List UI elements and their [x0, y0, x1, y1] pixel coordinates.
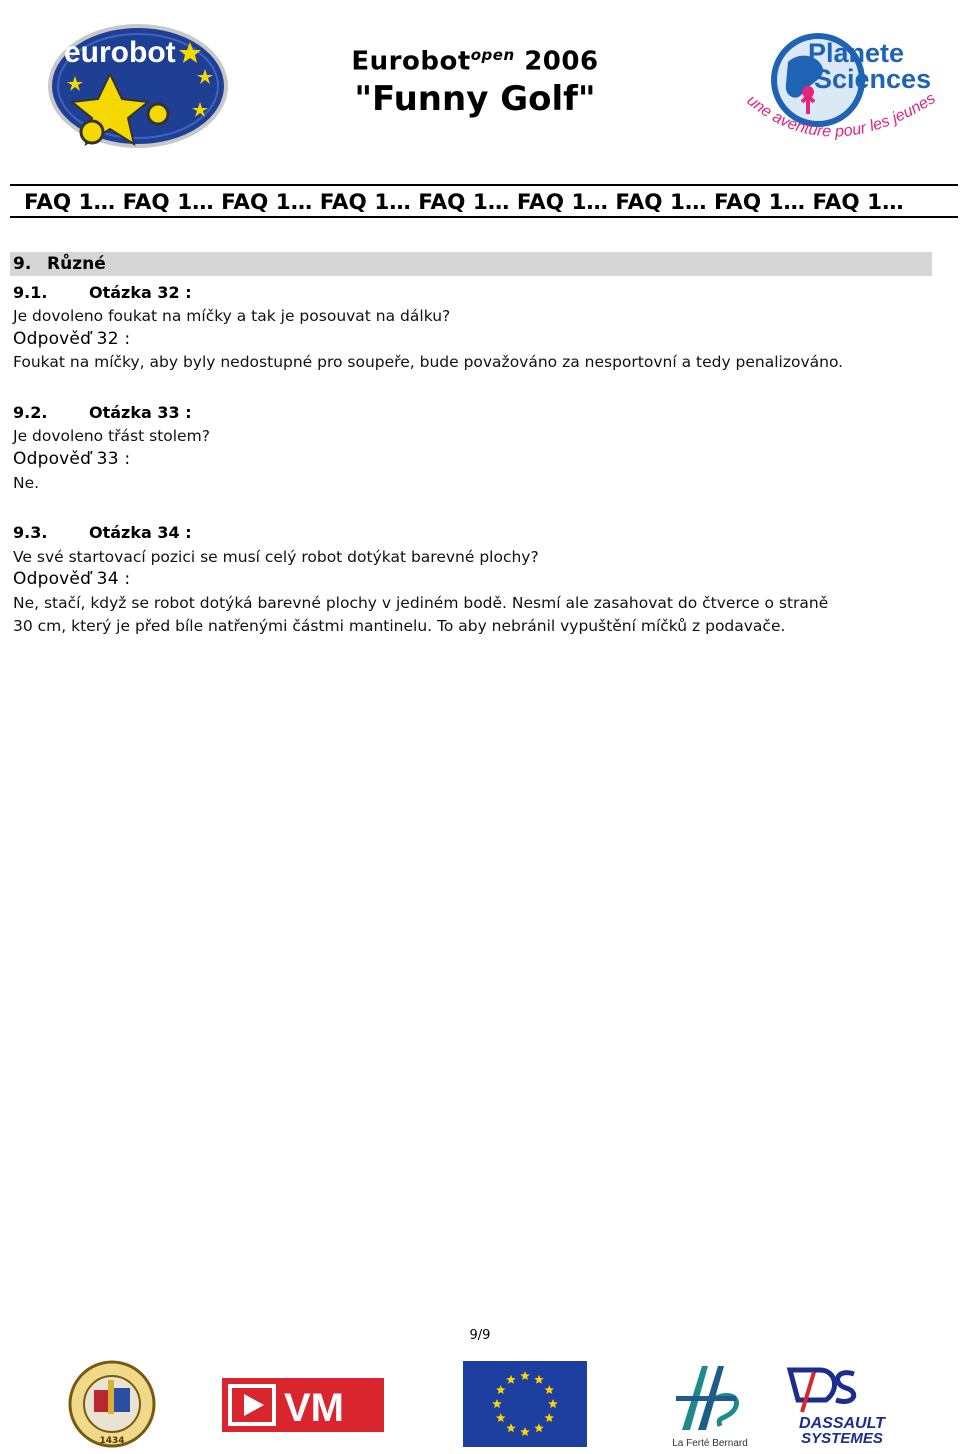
answer-text-line1: Ne, stačí, když se robot dotýká barevné plochy v jediném bodě. Nesmí ale zasahovat do čtverce o straně [13, 594, 829, 612]
question-number: 9.2. [13, 403, 48, 422]
answer-text-line2: 30 cm, který je před bíle natřenými částmi mantinelu. To aby nebránil vypuštění míčků z podavače. [13, 617, 786, 635]
question-label: Otázka 34 : [89, 523, 192, 542]
planete-logo-tagline: une aventure pour les jeunes [743, 90, 939, 141]
header-title-main: Eurobot [351, 46, 471, 77]
answer-label: Odpověď 32 : [13, 329, 131, 349]
question-heading [13, 523, 192, 542]
header-title-line1 [330, 46, 620, 77]
dassault-logo-line1: DASSAULT [799, 1415, 885, 1432]
eu-star [506, 1375, 516, 1384]
eu-star [496, 1385, 506, 1394]
answer-label: Odpověď 33 : [13, 449, 131, 469]
section-number: 9. [13, 254, 32, 274]
eu-star [545, 1385, 555, 1394]
university-seal-logo [66, 1360, 158, 1448]
question-heading [13, 403, 192, 422]
eu-star [496, 1413, 506, 1422]
answer-label: Odpověď 34 : [13, 569, 131, 589]
vm-logo [222, 1378, 384, 1432]
planete-logo-line1: Planete [808, 38, 905, 68]
answer-text: Foukat na míčky, aby byly nedostupné pro soupeře, bude považováno za nesportovní a tedy penalizováno. [13, 353, 844, 371]
header-title [330, 46, 620, 119]
eu-flag-logo [463, 1361, 587, 1447]
eu-star [545, 1413, 555, 1422]
eu-star [534, 1375, 544, 1384]
eurobot-logo-text: eurobot [64, 36, 176, 69]
header-title-sup: open [470, 46, 515, 64]
section-heading [10, 252, 932, 276]
eu-star [506, 1423, 516, 1432]
la-ferte-bernard-logo [668, 1360, 752, 1450]
answer-text: Ne. [13, 474, 40, 492]
question-text: Je dovoleno třást stolem? [13, 427, 210, 445]
question-number: 9.3. [13, 523, 48, 542]
planete-logo-line2: Sciences [814, 64, 932, 94]
dassault-logo-line2: SYSTEMES [801, 1430, 883, 1446]
header-title-year: 2006 [524, 46, 599, 77]
page-number: 9/9 [469, 1328, 491, 1343]
seal-year: 1434 [99, 1436, 125, 1446]
question-label: Otázka 33 : [89, 403, 192, 422]
eu-star [492, 1399, 502, 1408]
question-number: 9.1. [13, 283, 48, 302]
question-label: Otázka 32 : [89, 283, 192, 302]
question-text: Ve své startovací pozici se musí celý robot dotýkat barevné plochy? [13, 548, 539, 566]
vm-logo-text: VM [284, 1386, 344, 1430]
ferte-logo-text: La Ferté Bernard [672, 1438, 748, 1449]
question-text: Je dovoleno foukat na míčky a tak je posouvat na dálku? [13, 307, 451, 325]
section-title: Různé [47, 254, 106, 274]
eu-star [534, 1423, 544, 1432]
planete-sciences-logo [738, 22, 948, 152]
eurobot-logo [40, 14, 230, 154]
eu-star [548, 1399, 558, 1408]
question-heading [13, 283, 192, 302]
header-subtitle: "Funny Golf" [354, 78, 596, 119]
eu-star [520, 1427, 530, 1436]
eu-star [520, 1371, 530, 1380]
faq-banner: FAQ 1… FAQ 1… FAQ 1… FAQ 1… FAQ 1… FAQ 1… FAQ 1… FAQ 1… FAQ 1… [10, 184, 958, 218]
dassault-systemes-logo [780, 1362, 904, 1446]
